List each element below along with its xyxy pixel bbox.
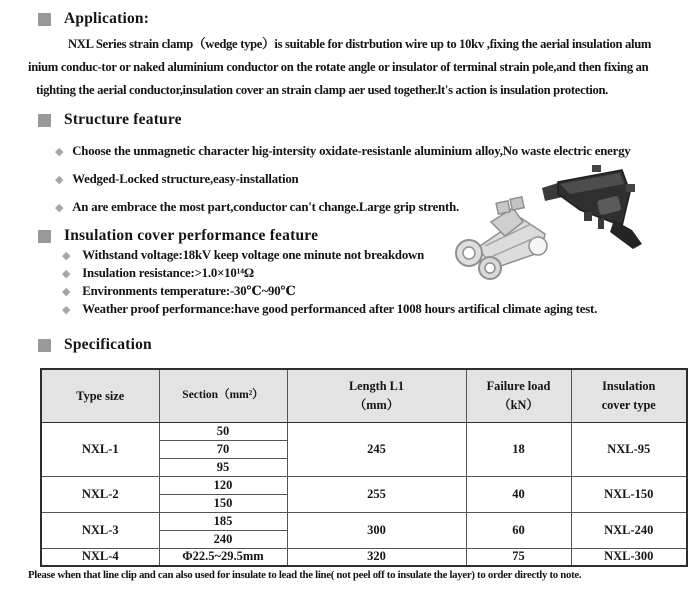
list-item xyxy=(55,137,630,165)
table-row xyxy=(41,476,687,494)
header-text: Length L1 xyxy=(348,379,404,394)
table-row xyxy=(41,422,687,440)
section-heading-application xyxy=(38,10,149,28)
cell-insulation-cover: NXL-95 xyxy=(571,422,687,476)
clamp-ring xyxy=(479,257,501,279)
cell-failure-load: 60 xyxy=(466,512,571,548)
cell-section: 70 xyxy=(159,440,287,458)
diamond-bullet-icon: ◆ xyxy=(55,145,64,158)
application-line: NXL Series strain clamp（wedge type）is suitable for distrbution wire up to 10kv ,fixing the aerial insulation alum xyxy=(68,37,652,51)
cell-type-size: NXL-4 xyxy=(41,548,159,566)
cell-type-size: NXL-2 xyxy=(41,476,159,512)
list-item xyxy=(62,300,597,318)
section-title-specification: Specification xyxy=(64,336,152,353)
cell-insulation-cover: NXL-240 xyxy=(571,512,687,548)
cell-insulation-cover: NXL-150 xyxy=(571,476,687,512)
list-item-text: An are embrace the most part,conductor can't change.Large grip strenth. xyxy=(72,199,459,214)
section-heading-structure-feature xyxy=(38,111,182,129)
header-text: Type size xyxy=(76,388,125,403)
diamond-bullet-icon: ◆ xyxy=(62,249,71,262)
cell-failure-load: 40 xyxy=(466,476,571,512)
list-item-text: Environments temperature:-30℃~90℃ xyxy=(82,283,296,298)
list-item-text: Choose the unmagnetic character hig-intersity oxidate-resistanle aluminium alloy,No waste electric energy xyxy=(72,143,631,158)
list-item-text: Wedged-Locked structure,easy-installation xyxy=(72,171,299,186)
clamp-ring xyxy=(456,240,482,266)
cell-type-size: NXL-1 xyxy=(41,422,159,476)
cell-failure-load: 75 xyxy=(466,548,571,566)
header-text: （mm） xyxy=(353,397,400,412)
dark-clamp-body xyxy=(542,165,642,249)
cell-length: 320 xyxy=(287,548,466,566)
cell-length: 300 xyxy=(287,512,466,548)
cell-length: 255 xyxy=(287,476,466,512)
list-item xyxy=(62,282,597,300)
col-header-type-size xyxy=(41,369,159,422)
table-row xyxy=(41,512,687,530)
clamp-bolt xyxy=(510,197,524,210)
diamond-bullet-icon: ◆ xyxy=(62,267,71,280)
clamp-bolt xyxy=(496,201,510,214)
application-line: inium conduc-tor or naked aluminium conductor on the rotate angle or insulator of terminal strain pole,and then fixing an xyxy=(28,60,649,74)
specification-table xyxy=(40,368,688,567)
cell-section: 185 xyxy=(159,512,287,530)
list-item-text: Withstand voltage:18kV keep voltage one minute not breakdown xyxy=(82,247,424,262)
header-text: （kN） xyxy=(498,397,539,412)
diamond-bullet-icon: ◆ xyxy=(55,201,64,214)
section-title-insulation-feature: Insulation cover performance feature xyxy=(64,227,319,244)
col-header-section xyxy=(159,369,287,422)
cell-section: 240 xyxy=(159,530,287,548)
diamond-bullet-icon: ◆ xyxy=(62,285,71,298)
header-text: Insulation xyxy=(602,379,656,394)
cell-section: 95 xyxy=(159,458,287,476)
section-title-structure-feature: Structure feature xyxy=(64,111,182,128)
strain-clamp-photo-dark xyxy=(540,164,648,252)
header-text: Section（mm²） xyxy=(182,389,264,402)
col-header-failure-load xyxy=(466,369,571,422)
section-heading-specification xyxy=(38,336,152,354)
col-header-insulation-cover xyxy=(571,369,687,422)
footer-note: Please when that line clip and can also used for insulate to lead the line( not peel off to insulate the layer) to order directly to note. xyxy=(28,569,582,581)
cell-section: 50 xyxy=(159,422,287,440)
col-header-length xyxy=(287,369,466,422)
section-heading-insulation-feature xyxy=(38,227,318,245)
list-item-text: Weather proof performance:have good performanced after 1008 hours artifical climate aging test. xyxy=(82,301,598,316)
square-bullet-icon xyxy=(38,13,51,26)
cell-length: 245 xyxy=(287,422,466,476)
application-paragraph xyxy=(28,33,692,102)
header-text: cover type xyxy=(601,397,656,412)
cell-failure-load: 18 xyxy=(466,422,571,476)
application-line: tighting the aerial conductor,insulation cover an strain clamp aer used together.lt's action is insulation protection. xyxy=(36,83,609,97)
cell-insulation-cover: NXL-300 xyxy=(571,548,687,566)
specification-table-wrap xyxy=(40,368,688,567)
table-row xyxy=(41,548,687,566)
diamond-bullet-icon: ◆ xyxy=(55,173,64,186)
square-bullet-icon xyxy=(38,339,51,352)
list-item-text: Insulation resistance:>1.0×10¹⁴Ω xyxy=(82,265,254,280)
square-bullet-icon xyxy=(38,230,51,243)
cell-section: 120 xyxy=(159,476,287,494)
diamond-bullet-icon: ◆ xyxy=(62,303,71,316)
cell-section: Φ22.5~29.5mm xyxy=(159,548,287,566)
square-bullet-icon xyxy=(38,114,51,127)
header-text: Failure load xyxy=(486,379,551,394)
cell-type-size: NXL-3 xyxy=(41,512,159,548)
section-title-application: Application: xyxy=(64,10,150,27)
table-header-row xyxy=(41,369,687,422)
cell-section: 150 xyxy=(159,494,287,512)
